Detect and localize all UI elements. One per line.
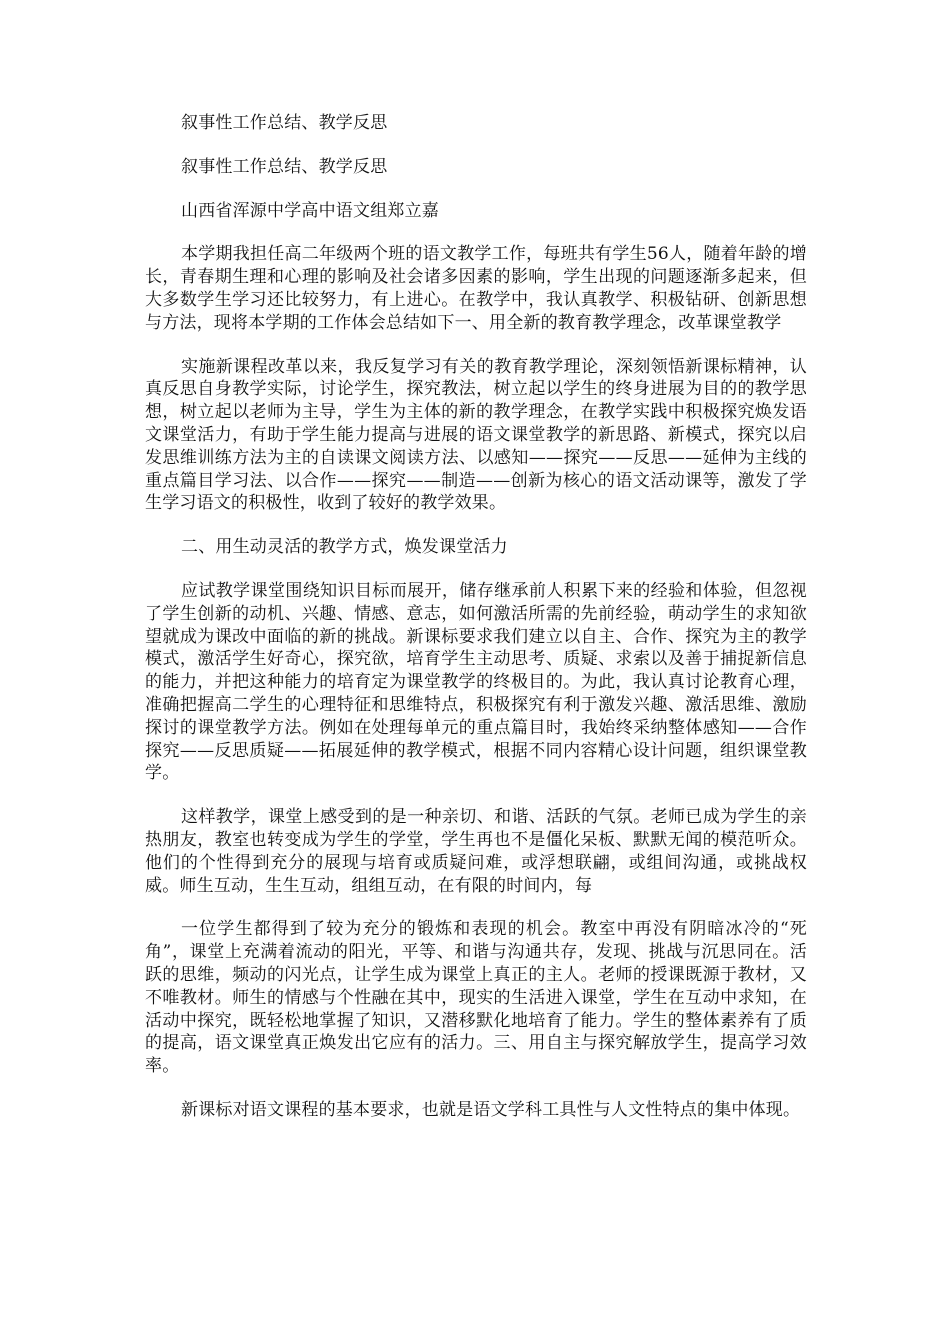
section-heading: 二、用生动灵活的教学方式，焕发课堂活力 <box>181 537 508 558</box>
body-paragraph: 本学期我担任高二年级两个班的语文教学工作，每班共有学生56人，随着年龄的增长，青春期生理和心理的影响及社会诸多因素的影响，学生出现的问题逐渐多起来，但大多数学生学习还比较努力，有上进心。在教学中，我认真教学、积极钻研、创新思想与方法，现将本学期的工作体会总结如下一、用全新的教育教学理念，改革课堂教学 <box>145 244 807 333</box>
body-paragraph: 实施新课程改革以来，我反复学习有关的教育教学理论，深刻领悟新课标精神，认真反思自身教学实际，讨论学生，探究教法，树立起以学生的终身进展为目的的教学思想，树立起以老师为主导，学生为主体的新的教学理念，在教学实践中积极探究焕发语文课堂活力，有助于学生能力提高与进展的语文课堂教学的新思路、新模式，探究以启发思维训练方法为主的自读课文阅读方法、以感知——探究——反思——延伸为主线的重点篇目学习法、以合作——探究——制造——创新为核心的语文活动课等，激发了学生学习语文的积极性，收到了较好的教学效果。 <box>145 356 807 514</box>
author-line: 山西省浑源中学高中语文组郑立嘉 <box>181 200 439 221</box>
document-title: 叙事性工作总结、教学反思 <box>181 113 388 133</box>
document-page <box>145 112 807 1143</box>
document-subtitle: 叙事性工作总结、教学反思 <box>181 156 388 177</box>
body-paragraph: 这样教学，课堂上感受到的是一种亲切、和谐、活跃的气氛。老师已成为学生的亲热朋友，教室也转变成为学生的学堂，学生再也不是僵化呆板、默默无闻的模范听众。他们的个性得到充分的展现与培育或质疑问难，或浮想联翩，或组间沟通，或挑战权威。师生互动，生生互动，组组互动，在有限的时间内，每 <box>145 807 807 896</box>
body-paragraph: 一位学生都得到了较为充分的锻炼和表现的机会。教室中再没有阴暗冰冷的“死角”，课堂上充满着流动的阳光，平等、和谐与沟通共存，发现、挑战与沉思同在。活跃的思维，频动的闪光点，让学生成为课堂上真正的主人。老师的授课既源于教材，又不唯教材。师生的情感与个性融在其中，现实的生活进入课堂，学生在互动中求知，在活动中探究，既轻松地掌握了知识，又潜移默化地培育了能力。学生的整体素养有了质的提高，语文课堂真正焕发出它应有的活力。三、用自主与探究解放学生，提高学习效率。 <box>145 919 807 1077</box>
body-paragraph: 新课标对语文课程的基本要求，也就是语文学科工具性与人文性特点的集中体现。 <box>181 1099 801 1120</box>
body-paragraph: 应试教学课堂围绕知识目标而展开，储存继承前人积累下来的经验和体验，但忽视了学生创新的动机、兴趣、情感、意志，如何激活所需的先前经验，萌动学生的求知欲望就成为课改中面临的新的挑战。新课标要求我们建立以自主、合作、探究为主的教学模式，激活学生好奇心，探究欲，培育学生主动思考、质疑、求索以及善于捕捉新信息的能力，并把这种能力的培育定为课堂教学的终极目的。为此，我认真讨论教育心理，准确把握高二学生的心理特征和思维特点，积极探究有利于激发兴趣、激活思维、激励探讨的课堂教学方法。例如在处理每单元的重点篇目时，我始终采纳整体感知——合作探究——反思质疑——拓展延伸的教学模式，根据不同内容精心设计问题，组织课堂教学。 <box>145 580 807 784</box>
